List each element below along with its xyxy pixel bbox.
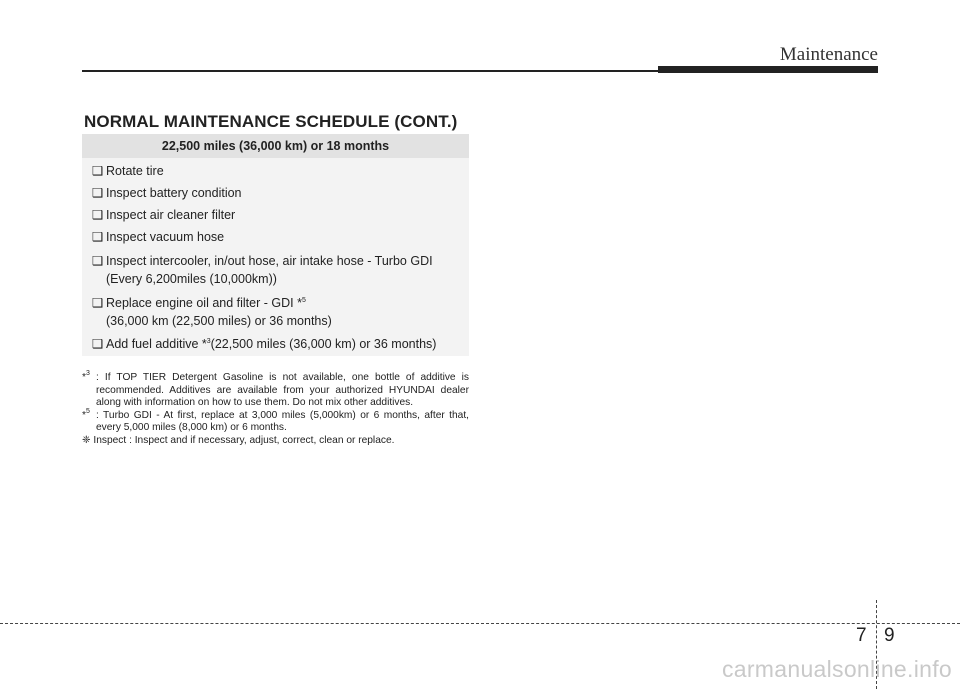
item-sub-label: (Every 6,200miles (10,000km)) (106, 272, 277, 286)
footnote-text: : Turbo GDI - At first, replace at 3,000 miles (5,000km) or 6 months, after that, every 5,000 miles (8,000 km) or 6 months. (96, 409, 469, 433)
inspect-note-text: Inspect : Inspect and if necessary, adjust, correct, clean or replace. (93, 434, 395, 446)
checkbox-icon: ❑ (92, 254, 104, 268)
footnote-ref: 5 (301, 297, 306, 304)
inspect-marker-icon: ❈ (82, 434, 91, 446)
item-engine-oil (92, 295, 332, 329)
footer-dashed-rule (0, 623, 960, 624)
section-title: Maintenance (779, 44, 878, 65)
item-label: Add fuel additive * (106, 337, 207, 351)
checkbox-icon: ❑ (92, 230, 104, 244)
watermark: carmanualsonline.info (721, 656, 952, 682)
footnote-marker: *$^3$ (82, 370, 90, 383)
checkbox-icon: ❑ (92, 337, 104, 351)
schedule-box (82, 134, 469, 356)
item-label: Inspect intercooler, in/out hose, air intake hose - Turbo GDI (106, 254, 433, 268)
item-label: Rotate tire (106, 164, 164, 178)
schedule-interval-header: 22,500 miles (36,000 km) or 18 months (82, 134, 469, 158)
item-rotate-tire (92, 163, 164, 179)
checkbox-icon: ❑ (92, 208, 104, 222)
footnote-5 (82, 407, 469, 435)
item-battery (92, 185, 242, 201)
item-label-tail: (22,500 miles (36,000 km) or 36 months) (210, 337, 437, 351)
item-intercooler (92, 253, 433, 287)
item-air-cleaner (92, 207, 235, 223)
item-sub-label: (36,000 km (22,500 miles) or 36 months) (106, 314, 332, 328)
chapter-number: 7 (856, 625, 867, 646)
checkbox-icon: ❑ (92, 164, 104, 178)
item-label: Inspect air cleaner filter (106, 208, 236, 222)
item-label: Inspect battery condition (106, 186, 242, 200)
item-label: Replace engine oil and filter - GDI * (106, 296, 302, 310)
checkbox-icon: ❑ (92, 186, 104, 200)
checkbox-icon: ❑ (92, 296, 104, 310)
footnote-text: : If TOP TIER Detergent Gasoline is not available, one bottle of additive is recommended. Additives are available from your authorized HYUNDAI dealer along with information on how to use them. Do not mix other additives. (96, 372, 469, 408)
header-rule-thick (658, 66, 878, 73)
item-vacuum-hose (92, 229, 224, 245)
footnote-3 (82, 372, 469, 410)
page-number: 9 (884, 625, 895, 646)
footnotes (82, 372, 469, 447)
item-label: Inspect vacuum hose (106, 230, 225, 244)
page-heading: NORMAL MAINTENANCE SCHEDULE (CONT.) (84, 112, 458, 131)
header-rule-thin (82, 70, 662, 72)
footnote-ref: 3 (206, 338, 211, 345)
item-fuel-additive (92, 336, 436, 352)
footnote-marker: *$^5$ (82, 407, 90, 421)
inspect-note (82, 435, 469, 448)
